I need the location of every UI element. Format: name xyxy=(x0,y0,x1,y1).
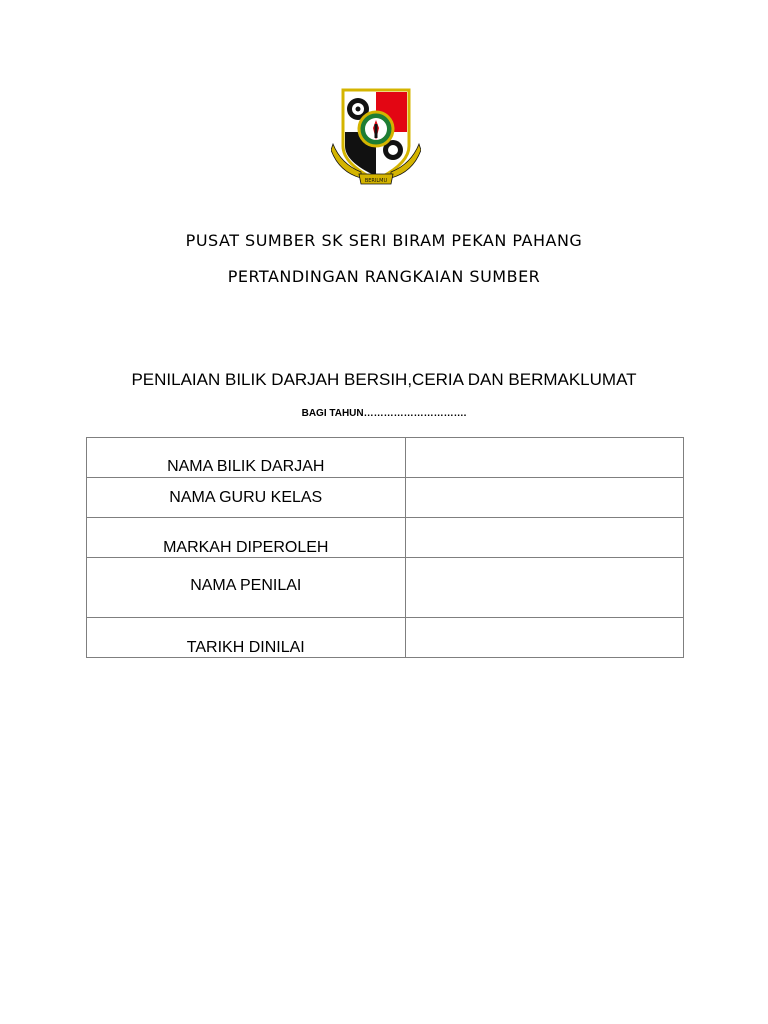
label-date: TARIKH DINILAI xyxy=(186,639,305,656)
label-assessor-name: NAMA PENILAI xyxy=(190,577,302,594)
field-marks[interactable] xyxy=(405,518,683,558)
field-date[interactable] xyxy=(405,618,683,658)
form-row-assessor-name xyxy=(87,558,684,618)
school-title: PUSAT SUMBER SK SERI BIRAM PEKAN PAHANG xyxy=(185,231,583,250)
label-teacher-name: NAMA GURU KELAS xyxy=(169,488,323,506)
field-assessor-name[interactable] xyxy=(405,558,683,618)
label-room-name: NAMA BILIK DARJAH xyxy=(167,458,325,475)
form-row-marks xyxy=(87,518,684,558)
form-row-date xyxy=(87,618,684,658)
school-crest-icon xyxy=(331,84,421,186)
form-row-teacher-name xyxy=(87,478,684,518)
year-line: BAGI TAHUN…………………………. xyxy=(301,408,467,419)
assessment-form-table xyxy=(86,437,684,658)
contest-title: PERTANDINGAN RANGKAIAN SUMBER xyxy=(227,267,541,286)
field-room-name[interactable] xyxy=(405,438,683,478)
form-row-room-name xyxy=(87,438,684,478)
assessment-title: PENILAIAN BILIK DARJAH BERSIH,CERIA DAN BERMAKLUMAT xyxy=(131,370,637,389)
field-teacher-name[interactable] xyxy=(405,478,683,518)
label-marks: MARKAH DIPEROLEH xyxy=(163,539,329,556)
logo-motto: BERILMU xyxy=(364,178,388,184)
